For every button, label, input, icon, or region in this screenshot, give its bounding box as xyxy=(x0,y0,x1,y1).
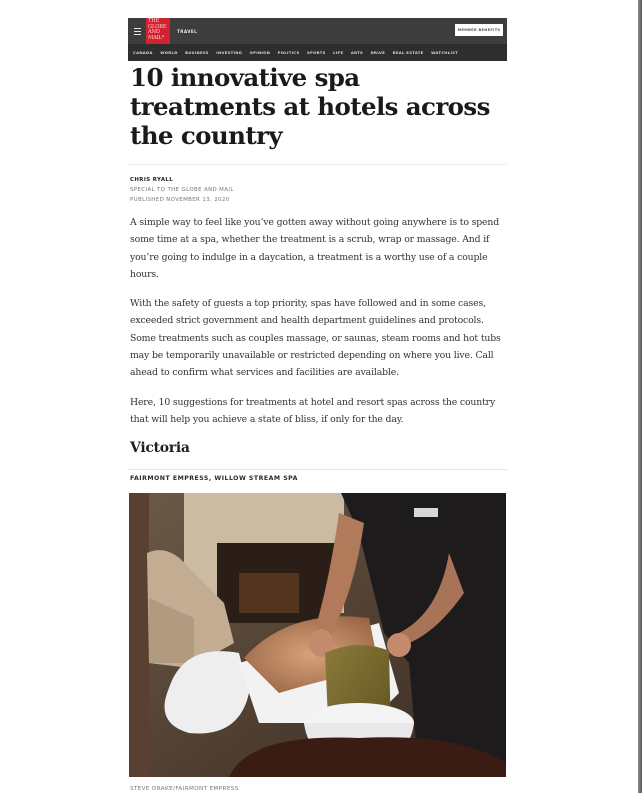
window-edge xyxy=(638,0,642,793)
article-photo[interactable] xyxy=(129,493,506,777)
divider xyxy=(128,164,507,165)
section-nav xyxy=(128,44,507,61)
nav-canada[interactable]: CANADA xyxy=(133,50,153,55)
article-body xyxy=(130,214,507,428)
divider xyxy=(128,469,507,470)
nav-world[interactable]: WORLD xyxy=(160,50,178,55)
published-date: PUBLISHED NOVEMBER 13, 2020 xyxy=(130,197,230,203)
paragraph: Here, 10 suggestions for treatments at hotel and resort spas across the country that will help you achieve a state of bliss, if only for the day. xyxy=(130,396,496,425)
masthead xyxy=(128,18,507,44)
section-label[interactable]: TRAVEL xyxy=(177,28,198,34)
nav-politics[interactable]: POLITICS xyxy=(277,50,300,55)
nav-drive[interactable]: DRIVE xyxy=(370,50,386,55)
nav-watchlist[interactable]: WATCHLIST xyxy=(431,50,459,55)
article-page xyxy=(128,18,507,792)
author-name[interactable]: CHRIS RYALL xyxy=(130,177,174,183)
nav-business[interactable]: BUSINESS xyxy=(185,50,209,55)
section-heading: Victoria xyxy=(130,440,190,457)
venue-name: FAIRMONT EMPRESS, WILLOW STREAM SPA xyxy=(130,474,298,482)
article-headline: 10 innovative spa treatments at hotels across the country xyxy=(130,63,490,150)
byline xyxy=(130,175,507,205)
author-affiliation: SPECIAL TO THE GLOBE AND MAIL xyxy=(130,187,234,193)
globe-and-mail-logo[interactable]: THE GLOBE AND MAIL* xyxy=(146,18,170,44)
member-benefits-button[interactable]: MEMBER BENEFITS xyxy=(455,24,503,36)
nav-real-estate[interactable]: REAL ESTATE xyxy=(392,50,424,55)
paragraph: A simple way to feel like you’ve gotten away without going anywhere is to spend some time at a spa, whether the treatment is a scrub, wrap or massage. And if you’re going to indulge in a daycation, a treatment is a worthy use of a couple hours. xyxy=(130,217,500,280)
nav-investing[interactable]: INVESTING xyxy=(216,50,243,55)
hamburger-menu-icon[interactable] xyxy=(134,28,141,35)
nav-life[interactable]: LIFE xyxy=(333,50,344,55)
nav-arts[interactable]: ARTS xyxy=(350,50,364,55)
nav-opinion[interactable]: OPINION xyxy=(249,50,271,55)
nav-sports[interactable]: SPORTS xyxy=(307,50,326,55)
photo-credit: STEVE DRAKE/FAIRMONT EMPRESS xyxy=(130,785,239,792)
paragraph: With the safety of guests a top priority, spas have followed and in some cases, exceeded strict government and health department guidelines and protocols. Some treatments such as couples massage, or saunas, steam rooms and hot tubs may be temporarily unavailable or restricted depending on where you live. Call ahead to confirm what services and facilities are available. xyxy=(130,298,501,379)
